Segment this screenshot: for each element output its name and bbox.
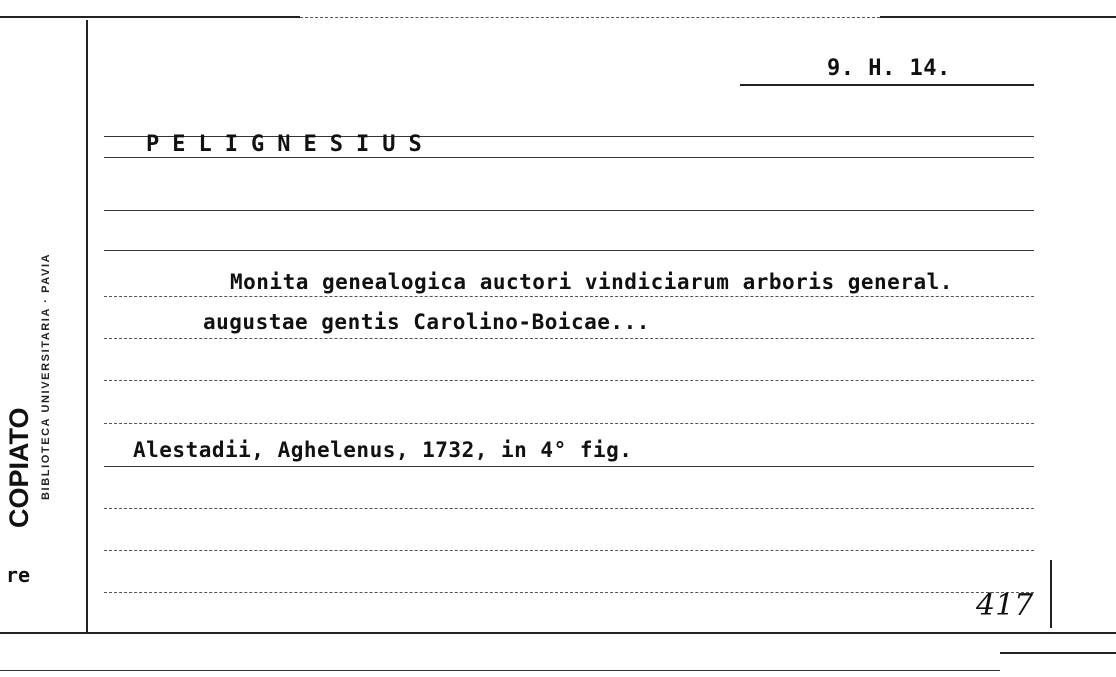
left-margin-line xyxy=(86,20,88,632)
bottom-border-line xyxy=(0,632,1116,634)
shelfmark-underline xyxy=(740,84,1034,86)
ruled-line xyxy=(104,157,1034,158)
imprint-line: Alestadii, Aghelenus, 1732, in 4° fig. xyxy=(133,438,633,462)
top-border-dashed xyxy=(300,17,880,18)
ruled-line xyxy=(104,508,1034,509)
copied-stamp: COPIATO xyxy=(4,407,34,528)
top-border-line xyxy=(0,16,300,18)
ruled-line xyxy=(104,550,1034,551)
library-stamp: BIBLIOTECA UNIVERSITARIA · PAVIA xyxy=(40,252,52,500)
handwritten-number: 417 xyxy=(976,588,1034,623)
ruled-line xyxy=(104,466,1034,467)
initials-mark: re xyxy=(6,563,31,587)
ruled-line xyxy=(104,250,1034,251)
title-line-2: augustae gentis Carolino-Boicae... xyxy=(203,310,650,334)
ruled-line xyxy=(104,296,1034,297)
ruled-line xyxy=(104,210,1034,211)
bottom-edge-line-right xyxy=(1000,652,1116,654)
right-margin-line xyxy=(1050,560,1052,628)
ruled-line xyxy=(104,592,1034,593)
author-heading: PELIGNESIUS xyxy=(146,132,435,157)
shelfmark: 9. H. 14. xyxy=(827,56,951,81)
top-border-line-right xyxy=(880,16,1116,18)
ruled-line xyxy=(104,423,1034,424)
title-line-1: Monita genealogica auctori vindiciarum arboris general. xyxy=(230,270,953,294)
ruled-line xyxy=(104,380,1034,381)
ruled-line xyxy=(104,338,1034,339)
bottom-edge-line xyxy=(0,670,1000,671)
